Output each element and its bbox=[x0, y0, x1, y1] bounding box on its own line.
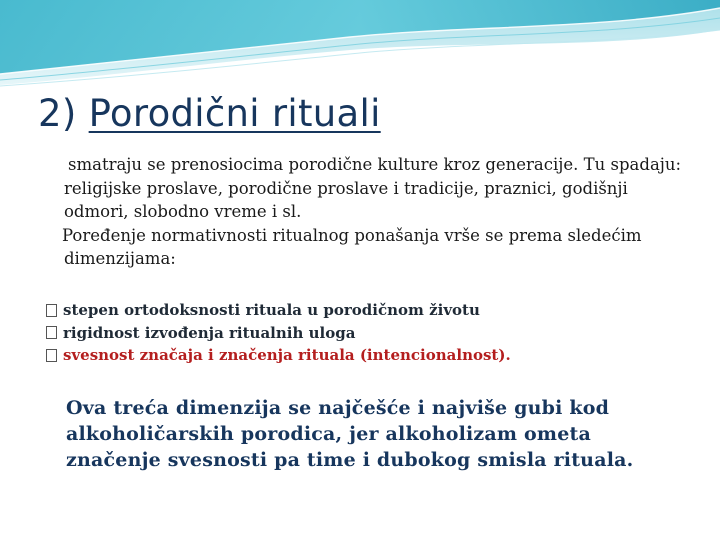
intro-paragraph: Poređenje normativnosti ritualnog ponašanja vrše se prema sledećim dimenzijama: bbox=[62, 225, 642, 268]
list-item bbox=[46, 322, 686, 345]
list-item-text: svesnost značaja i značenja rituala (intencionalnost). bbox=[63, 346, 511, 364]
intro-paragraph: smatraju se prenosiocima porodične kulture kroz generacije. Tu spadaju: religijske proslave, porodične proslave i tradicije, praznici, godišnji odmori, slobodno vreme i sl. bbox=[64, 155, 682, 221]
closing-paragraph: Ova treća dimenzija se najčešće i najviše gubi kod alkoholičarskih porodica, jer alkoholizam ometa značenje svesnosti pa time i dubokog smisla rituala. bbox=[66, 397, 634, 471]
checkbox-bullet-icon bbox=[46, 349, 57, 362]
decorative-wave-banner bbox=[0, 0, 720, 100]
checkbox-bullet-icon bbox=[46, 304, 57, 317]
intro-text bbox=[64, 153, 694, 271]
list-item bbox=[46, 299, 686, 322]
checkbox-bullet-icon bbox=[46, 326, 57, 339]
list-item-text: stepen ortodoksnosti rituala u porodičnom životu bbox=[63, 301, 480, 319]
title-number: 2) bbox=[38, 92, 77, 135]
dimensions-list bbox=[46, 299, 686, 367]
list-item-text: rigidnost izvođenja ritualnih uloga bbox=[63, 323, 356, 342]
slide-title bbox=[38, 92, 381, 135]
title-text: Porodični rituali bbox=[88, 92, 381, 135]
list-item bbox=[46, 344, 686, 367]
